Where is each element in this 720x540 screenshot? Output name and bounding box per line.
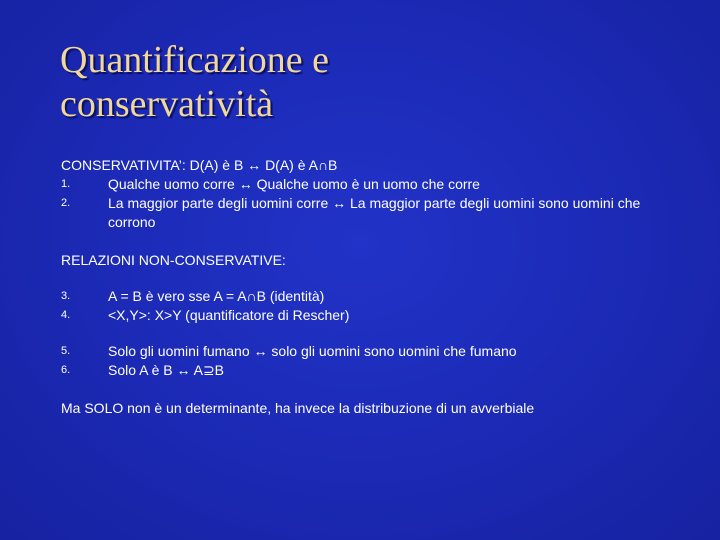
list-item xyxy=(61,306,661,325)
list-number: 3. xyxy=(61,290,71,302)
section-heading: RELAZIONI NON-CONSERVATIVE: xyxy=(61,252,286,268)
list-item xyxy=(61,342,661,361)
list-text: <X,Y>: X>Y (quantificatore di Rescher) xyxy=(108,307,350,323)
list-number: 4. xyxy=(61,309,71,321)
list-number: 6. xyxy=(61,364,71,376)
slide-body xyxy=(61,156,661,418)
list-number: 2. xyxy=(61,197,71,209)
conservativity-definition: CONSERVATIVITA’: D(A) è B ↔ D(A) è A∩B xyxy=(61,157,338,173)
list-number: 5. xyxy=(61,345,71,357)
list-number: 1. xyxy=(61,178,71,190)
list-text: La maggior parte degli uomini corre ↔ La maggior parte degli uomini sono uomini che corrono xyxy=(108,195,641,230)
list-text: Qualche uomo corre ↔ Qualche uomo è un uomo che corre xyxy=(108,176,480,192)
list-text: A = B è vero sse A = A∩B (identità) xyxy=(108,288,325,304)
list-text: Solo A è B ↔ A⊇B xyxy=(108,362,225,378)
list-item xyxy=(61,287,661,306)
slide-title xyxy=(60,38,680,126)
closing-remark: Ma SOLO non è un determinante, ha invece la distribuzione di un avverbiale xyxy=(61,400,535,416)
list-item xyxy=(61,361,661,380)
slide-title-line-1: Quantificazione e xyxy=(60,39,330,81)
list-text: Solo gli uomini fumano ↔ solo gli uomini sono uomini che fumano xyxy=(108,343,517,359)
list-item xyxy=(61,175,661,194)
slide-title-line-2: conservatività xyxy=(60,83,274,125)
list-item xyxy=(61,194,661,232)
